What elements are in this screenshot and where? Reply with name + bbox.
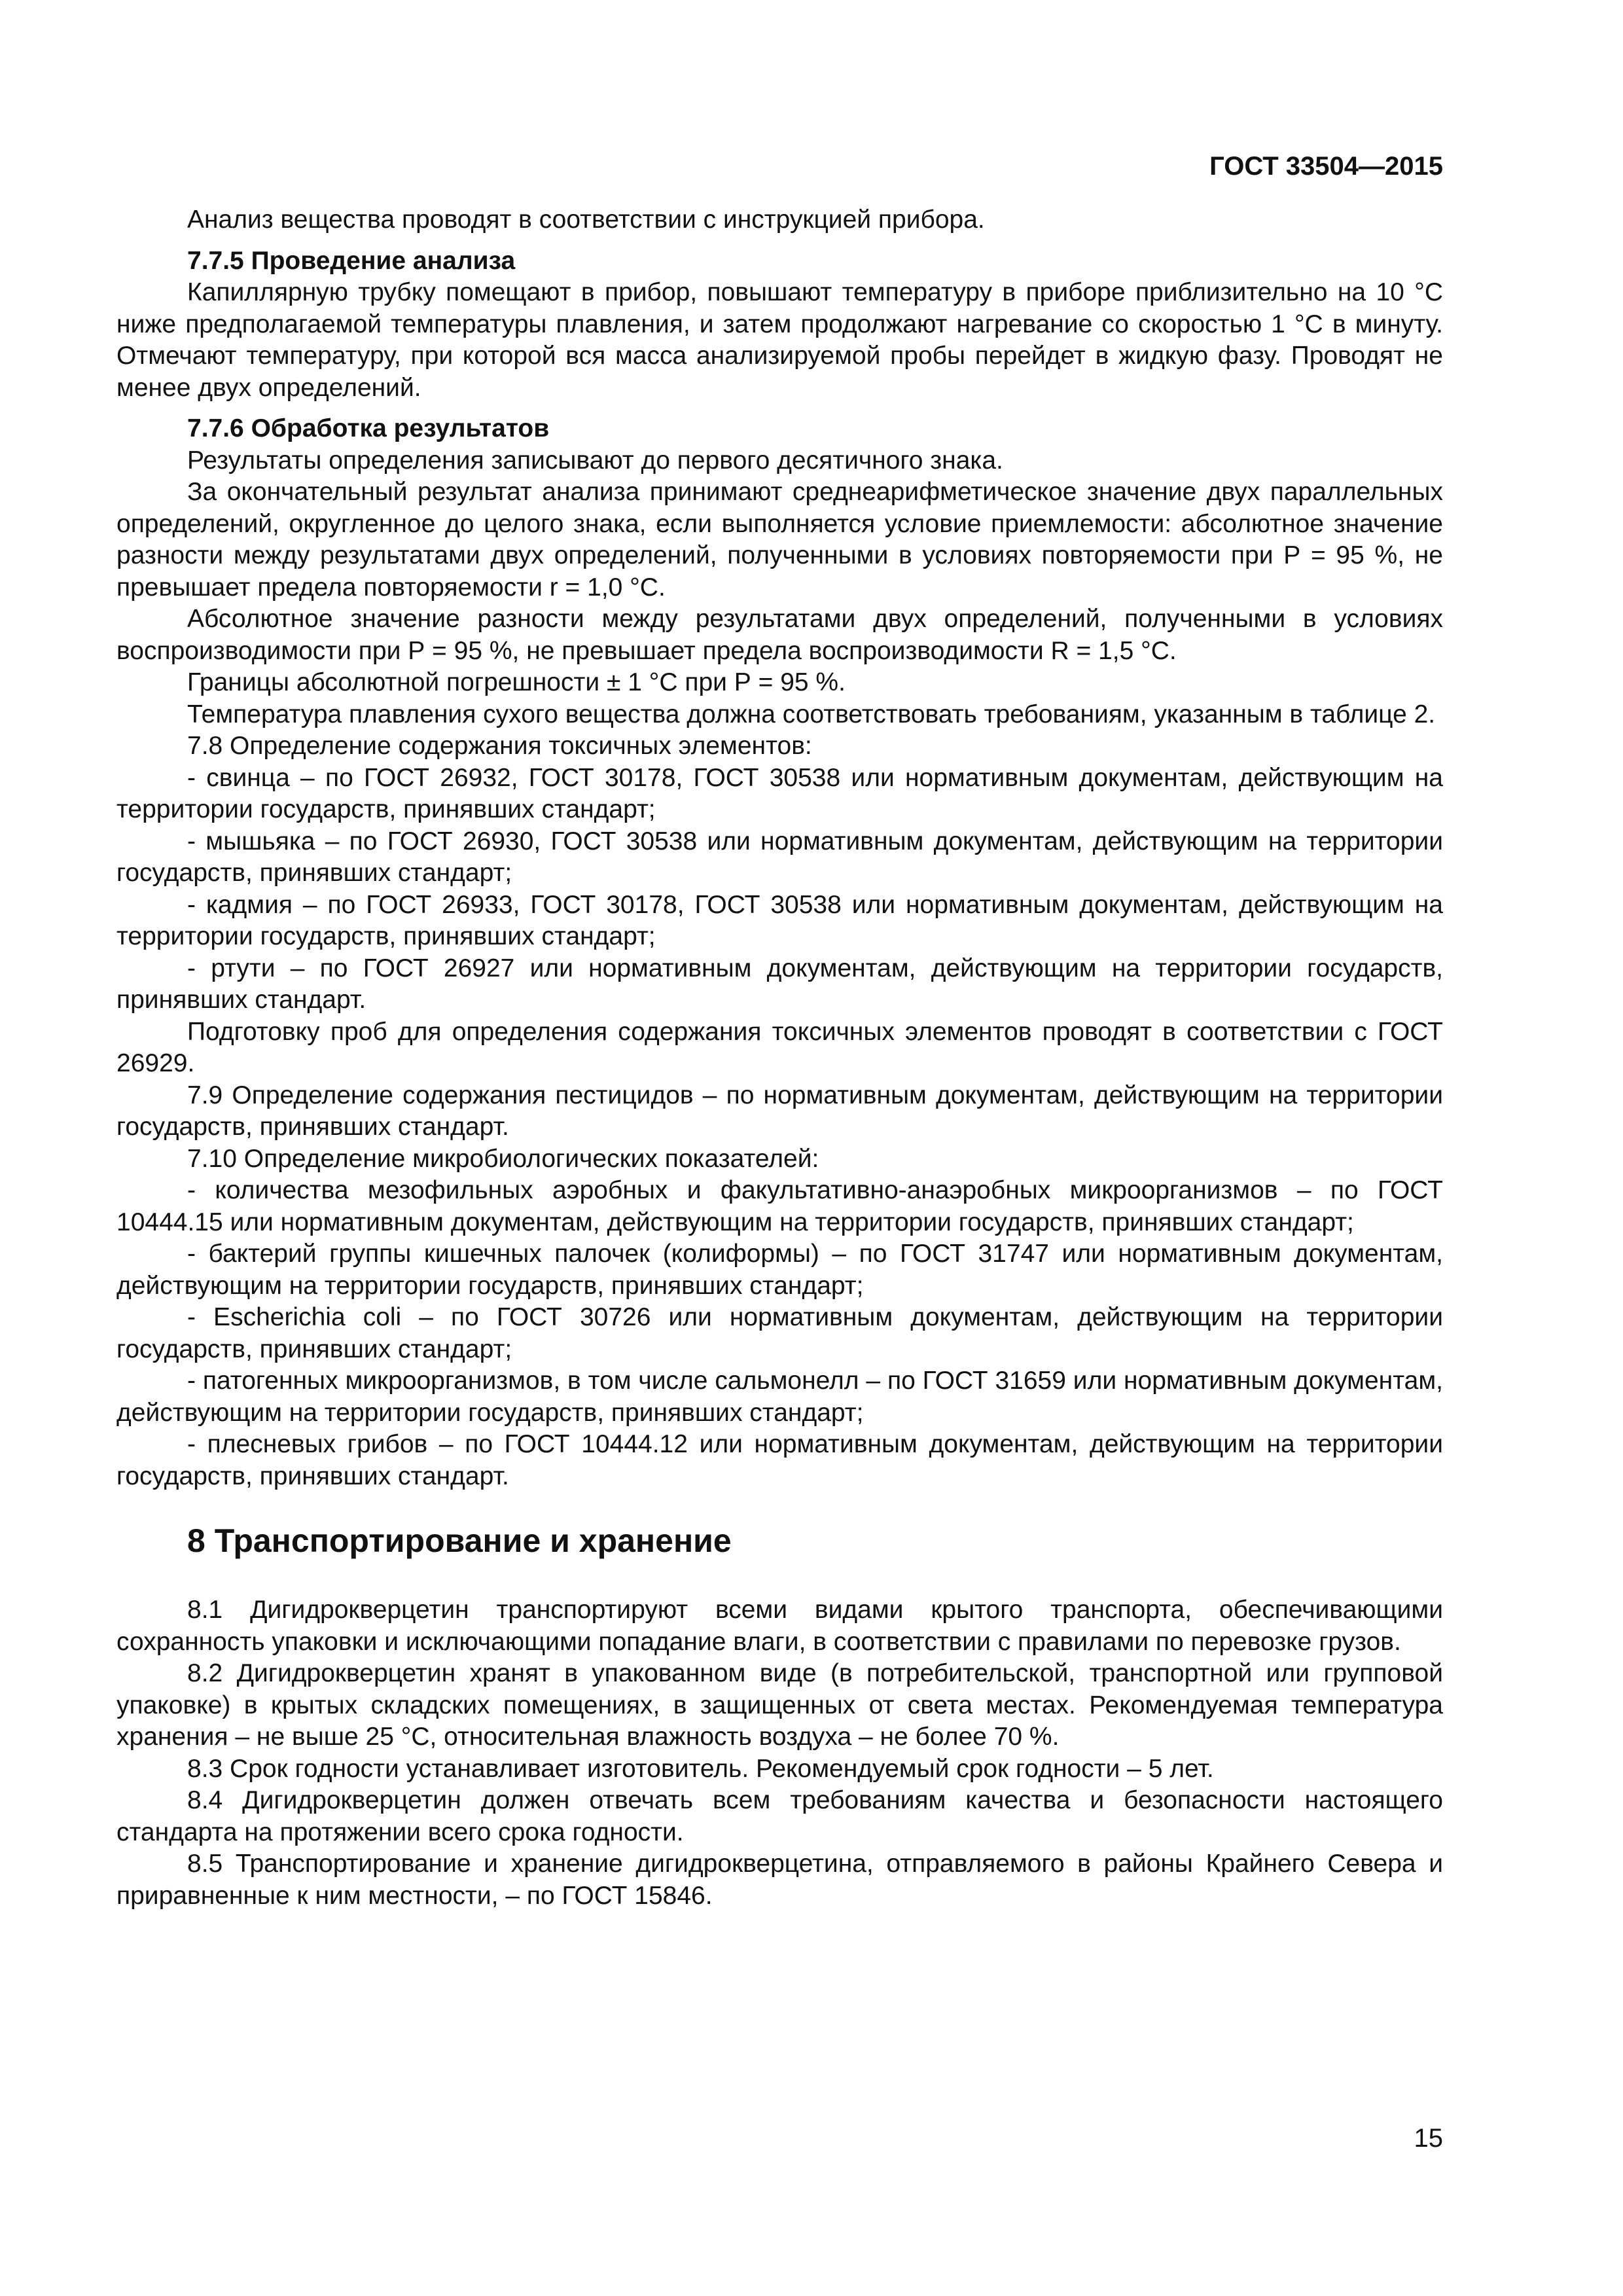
- paragraph-analysis-instruction: Анализ вещества проводят в соответствии с инструкцией прибора.: [187, 206, 985, 234]
- subsection-heading-7-7-6: 7.7.6 Обработка результатов: [187, 414, 550, 442]
- paragraph-7-9-pesticides: 7.9 Определение содержания пестицидов – по нормативным документам, действующим на территории государств, принявших стандарт.: [116, 1081, 1443, 1141]
- paragraph-final-result: За окончательный результат анализа принимают среднеарифметическое значение двух параллельных определений, округленное до целого знака, если выполняется условие приемлемости: абсолютное значение разности между результатами двух определений, полученными в условиях повторяемости при Р = 95 %, не превышает предела повторяемости r = 1,0 °С.: [116, 478, 1443, 601]
- paragraph-8-2: 8.2 Дигидрокверцетин хранят в упакованном виде (в потребительской, транспортной или групповой упаковке) в крытых складских помещениях, в защищенных от света местах. Рекомендуемая температура хранения – не выше 25 °С, относительная влажность воздуха – не более 70 %.: [116, 1659, 1443, 1751]
- paragraph-results-recording: Результаты определения записывают до первого десятичного знака.: [187, 446, 1003, 475]
- paragraph-7-10-microbiology: 7.10 Определение микробиологических показателей:: [187, 1144, 819, 1173]
- paragraph-7-8-toxic-elements: 7.8 Определение содержания токсичных элементов:: [187, 732, 812, 760]
- paragraph-error-bounds: Границы абсолютной погрешности ± 1 °С при Р = 95 %.: [187, 668, 846, 696]
- list-item-coliforms: - бактерий группы кишечных палочек (колиформы) – по ГОСТ 31747 или нормативным документам, действующим на территории государств, принявших стандарт;: [116, 1240, 1443, 1300]
- list-item-mercury: - ртути – по ГОСТ 26927 или нормативным документам, действующим на территории государств, принявших стандарт.: [116, 954, 1443, 1014]
- paragraph-8-5: 8.5 Транспортирование и хранение дигидрокверцетина, отправляемого в районы Крайнего Севера и приравненные к ним местности, – по ГОСТ 15846.: [116, 1850, 1443, 1910]
- standard-number: ГОСТ 33504—2015: [1209, 152, 1443, 181]
- list-item-cadmium: - кадмия – по ГОСТ 26933, ГОСТ 30178, ГОСТ 30538 или нормативным документам, действующим на территории государств, принявших стандарт;: [116, 890, 1443, 950]
- paragraph-melting-temperature: Температура плавления сухого вещества должна соответствовать требованиям, указанным в таблице 2.: [187, 700, 1436, 728]
- list-item-lead: - свинца – по ГОСТ 26932, ГОСТ 30178, ГОСТ 30538 или нормативным документам, действующим на территории государств, принявших стандарт;: [116, 763, 1443, 823]
- section-heading-8: 8 Транспортирование и хранение: [187, 1522, 732, 1559]
- paragraph-sample-preparation: Подготовку проб для определения содержания токсичных элементов проводят в соответствии с ГОСТ 26929.: [116, 1017, 1443, 1077]
- list-item-pathogens: - патогенных микроорганизмов, в том числе сальмонелл – по ГОСТ 31659 или нормативным документам, действующим на территории государств, принявших стандарт;: [116, 1367, 1443, 1427]
- paragraph-8-3: 8.3 Срок годности устанавливает изготовитель. Рекомендуемый срок годности – 5 лет.: [187, 1754, 1214, 1783]
- list-item-arsenic: - мышьяка – по ГОСТ 26930, ГОСТ 30538 или нормативным документам, действующим на территории государств, принявших стандарт;: [116, 827, 1443, 887]
- document-body: [116, 204, 1443, 1912]
- page-number: 15: [1414, 2124, 1443, 2153]
- subsection-heading-7-7-5: 7.7.5 Проведение анализа: [187, 246, 516, 275]
- list-item-molds: - плесневых грибов – по ГОСТ 10444.12 или нормативным документам, действующим на территории государств, принявших стандарт.: [116, 1430, 1443, 1490]
- paragraph-procedure: Капиллярную трубку помещают в прибор, повышают температуру в приборе приблизительно на 10 °С ниже предполагаемой температуры плавления, и затем продолжают нагревание со скоростью 1 °С в минуту. Отмечают температуру, при которой вся масса анализируемой пробы перейдет в жидкую фазу. Проводят не менее двух определений.: [116, 278, 1443, 402]
- paragraph-8-1: 8.1 Дигидрокверцетин транспортируют всеми видами крытого транспорта, обеспечивающими сохранность упаковки и исключающими попадание влаги, в соответствии с правилами по перевозке грузов.: [116, 1596, 1443, 1656]
- paragraph-reproducibility: Абсолютное значение разности между результатами двух определений, полученными в условиях воспроизводимости при Р = 95 %, не превышает предела воспроизводимости R = 1,5 °С.: [116, 605, 1443, 665]
- list-item-e-coli: - Escherichia coli – по ГОСТ 30726 или нормативным документам, действующим на территории государств, принявших стандарт;: [116, 1303, 1443, 1363]
- list-item-mesophilic: - количества мезофильных аэробных и факультативно-анаэробных микроорганизмов – по ГОСТ 10444.15 или нормативным документам, действующим на территории государств, принявших стандарт;: [116, 1176, 1443, 1236]
- paragraph-8-4: 8.4 Дигидрокверцетин должен отвечать всем требованиям качества и безопасности настоящего стандарта на протяжении всего срока годности.: [116, 1786, 1443, 1846]
